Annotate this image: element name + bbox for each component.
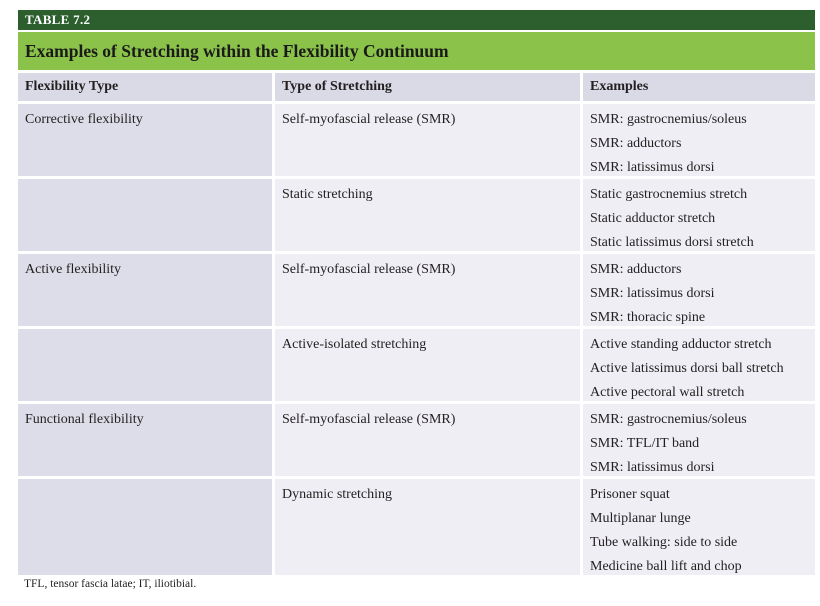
- table-cell-stretching-type: Static stretching: [275, 179, 580, 251]
- example-item: Static gastrocnemius stretch: [590, 187, 748, 202]
- table-title: Examples of Stretching within the Flexibility Continuum: [18, 32, 815, 70]
- example-item: SMR: TFL/IT band: [590, 436, 700, 451]
- example-item: Active pectoral wall stretch: [590, 385, 745, 400]
- example-item: Static latissimus dorsi stretch: [590, 235, 754, 250]
- example-item: Active latissimus dorsi ball stretch: [590, 361, 784, 376]
- example-item: Medicine ball lift and chop: [590, 559, 742, 574]
- table-cell-flexibility-type: [18, 329, 272, 401]
- table-cell-examples: [583, 479, 815, 575]
- table-cell-stretching-type: Self-myofascial release (SMR): [275, 104, 580, 176]
- example-item: SMR: adductors: [590, 262, 682, 277]
- table-cell-stretching-type: Self-myofascial release (SMR): [275, 254, 580, 326]
- flexibility-table: [18, 73, 815, 575]
- example-item: Tube walking: side to side: [590, 535, 738, 550]
- table-number: TABLE 7.2: [18, 10, 815, 30]
- column-header-examples: Examples: [583, 73, 815, 101]
- table-cell-flexibility-type: Functional flexibility: [18, 404, 272, 476]
- example-item: SMR: gastrocnemius/soleus: [590, 412, 747, 427]
- column-header-flexibility-type: Flexibility Type: [18, 73, 272, 101]
- table-cell-flexibility-type: Corrective flexibility: [18, 104, 272, 176]
- column-header-type-of-stretching: Type of Stretching: [275, 73, 580, 101]
- table-cell-examples: [583, 329, 815, 401]
- example-item: Active standing adductor stretch: [590, 337, 772, 352]
- table-cell-stretching-type: Dynamic stretching: [275, 479, 580, 575]
- example-item: SMR: latissimus dorsi: [590, 286, 715, 301]
- example-item: SMR: latissimus dorsi: [590, 460, 715, 475]
- example-item: SMR: latissimus dorsi: [590, 160, 715, 175]
- example-item: Prisoner squat: [590, 487, 670, 502]
- table-cell-examples: [583, 179, 815, 251]
- table-cell-flexibility-type: Active flexibility: [18, 254, 272, 326]
- table-footnote: TFL, tensor fascia latae; IT, iliotibial.: [24, 578, 197, 590]
- example-item: SMR: thoracic spine: [590, 310, 706, 325]
- table-cell-flexibility-type: [18, 179, 272, 251]
- example-item: Multiplanar lunge: [590, 511, 691, 526]
- table-cell-flexibility-type: [18, 479, 272, 575]
- table-cell-examples: [583, 254, 815, 326]
- example-item: SMR: adductors: [590, 136, 682, 151]
- table-cell-stretching-type: Active-isolated stretching: [275, 329, 580, 401]
- example-item: Static adductor stretch: [590, 211, 716, 226]
- table-cell-examples: [583, 404, 815, 476]
- table-cell-stretching-type: Self-myofascial release (SMR): [275, 404, 580, 476]
- example-item: SMR: gastrocnemius/soleus: [590, 112, 747, 127]
- table-cell-examples: [583, 104, 815, 176]
